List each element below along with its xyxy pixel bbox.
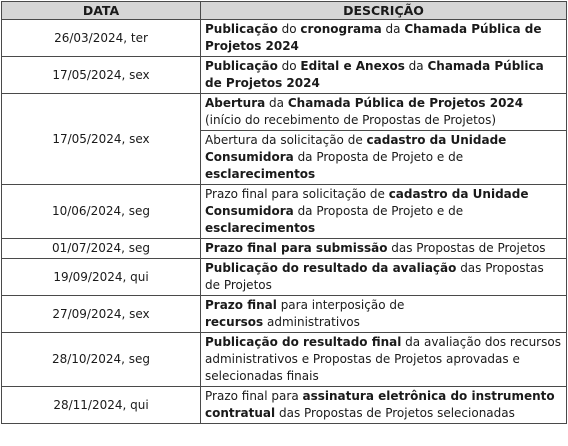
table-row <box>2 185 567 239</box>
description-text: Prazo final para solicitação de <box>205 187 389 201</box>
description-cell <box>201 387 567 424</box>
description-text: da avaliação dos recursos administrativos e Propostas de Projetos aprovadas e selecionadas finais <box>205 335 561 383</box>
table-row <box>2 94 567 131</box>
description-text: do <box>277 59 301 73</box>
table-row <box>2 57 567 94</box>
date-cell: 28/10/2024, seg <box>2 333 201 387</box>
description-cell <box>201 239 567 259</box>
description-emphasis: Publicação do resultado final <box>205 335 402 349</box>
description-cell <box>201 94 567 131</box>
description-cell <box>201 296 567 333</box>
description-emphasis: recursos <box>205 315 264 329</box>
description-emphasis: Publicação <box>205 22 278 36</box>
description-text: da Proposta de Projeto e de <box>293 204 464 218</box>
column-header-date: DATA <box>2 2 201 20</box>
table-row <box>2 387 567 424</box>
column-header-description: DESCRIÇÃO <box>201 2 567 20</box>
description-text: das Propostas de Projetos <box>387 241 546 255</box>
description-emphasis: assinatura eletrônica do instrumento contratual <box>205 389 555 420</box>
table-row <box>2 296 567 333</box>
description-emphasis: cadastro da Unidade Consumidora <box>205 187 529 218</box>
description-emphasis: cronograma <box>300 22 382 36</box>
table-row <box>2 259 567 296</box>
description-cell <box>201 333 567 387</box>
schedule-table-container <box>1 1 567 424</box>
date-cell: 17/05/2024, sex <box>2 94 201 185</box>
description-emphasis: Publicação do resultado da avaliação <box>205 261 457 275</box>
description-text: para interposição de <box>276 298 405 312</box>
description-text: Prazo final para <box>205 389 303 403</box>
description-emphasis: Edital e Anexos <box>300 59 405 73</box>
description-emphasis: cadastro da Unidade Consumidora <box>205 133 507 164</box>
description-text: da <box>265 96 288 110</box>
table-body <box>2 20 567 424</box>
description-text: da <box>381 22 405 36</box>
description-emphasis: Prazo final <box>205 298 277 312</box>
date-cell: 26/03/2024, ter <box>2 20 201 57</box>
date-cell: 27/09/2024, sex <box>2 296 201 333</box>
description-text: Abertura da solicitação de <box>205 133 367 147</box>
date-cell: 19/09/2024, qui <box>2 259 201 296</box>
description-cell <box>201 57 567 94</box>
description-text: da Proposta de Projeto e de <box>293 150 464 164</box>
description-text: administrativos <box>263 315 360 329</box>
description-emphasis: esclarecimentos <box>205 221 316 235</box>
description-cell <box>201 20 567 57</box>
description-emphasis: Prazo final para submissão <box>205 241 388 255</box>
description-cell <box>201 185 567 239</box>
description-emphasis: Chamada Pública de Projetos 2024 <box>205 59 544 90</box>
table-row <box>2 333 567 387</box>
description-emphasis: esclarecimentos <box>205 167 316 181</box>
description-text: do <box>277 22 301 36</box>
description-emphasis: Chamada Pública de Projetos 2024 <box>205 22 542 53</box>
description-text: (início do recebimento de Propostas de Projetos) <box>205 113 497 127</box>
date-cell: 17/05/2024, sex <box>2 57 201 94</box>
schedule-table <box>1 1 567 424</box>
description-emphasis: Chamada Pública de Projetos 2024 <box>287 96 524 110</box>
table-row <box>2 20 567 57</box>
date-cell: 10/06/2024, seg <box>2 185 201 239</box>
date-cell: 28/11/2024, qui <box>2 387 201 424</box>
description-text: da <box>404 59 428 73</box>
description-text: das Propostas de Projetos <box>205 261 544 292</box>
description-emphasis: Abertura <box>205 96 266 110</box>
date-cell: 01/07/2024, seg <box>2 239 201 259</box>
description-cell <box>201 131 567 185</box>
table-row <box>2 239 567 259</box>
description-emphasis: Publicação <box>205 59 278 73</box>
table-header-row <box>2 2 567 20</box>
description-text: das Propostas de Projetos selecionadas <box>275 406 515 420</box>
description-cell <box>201 259 567 296</box>
